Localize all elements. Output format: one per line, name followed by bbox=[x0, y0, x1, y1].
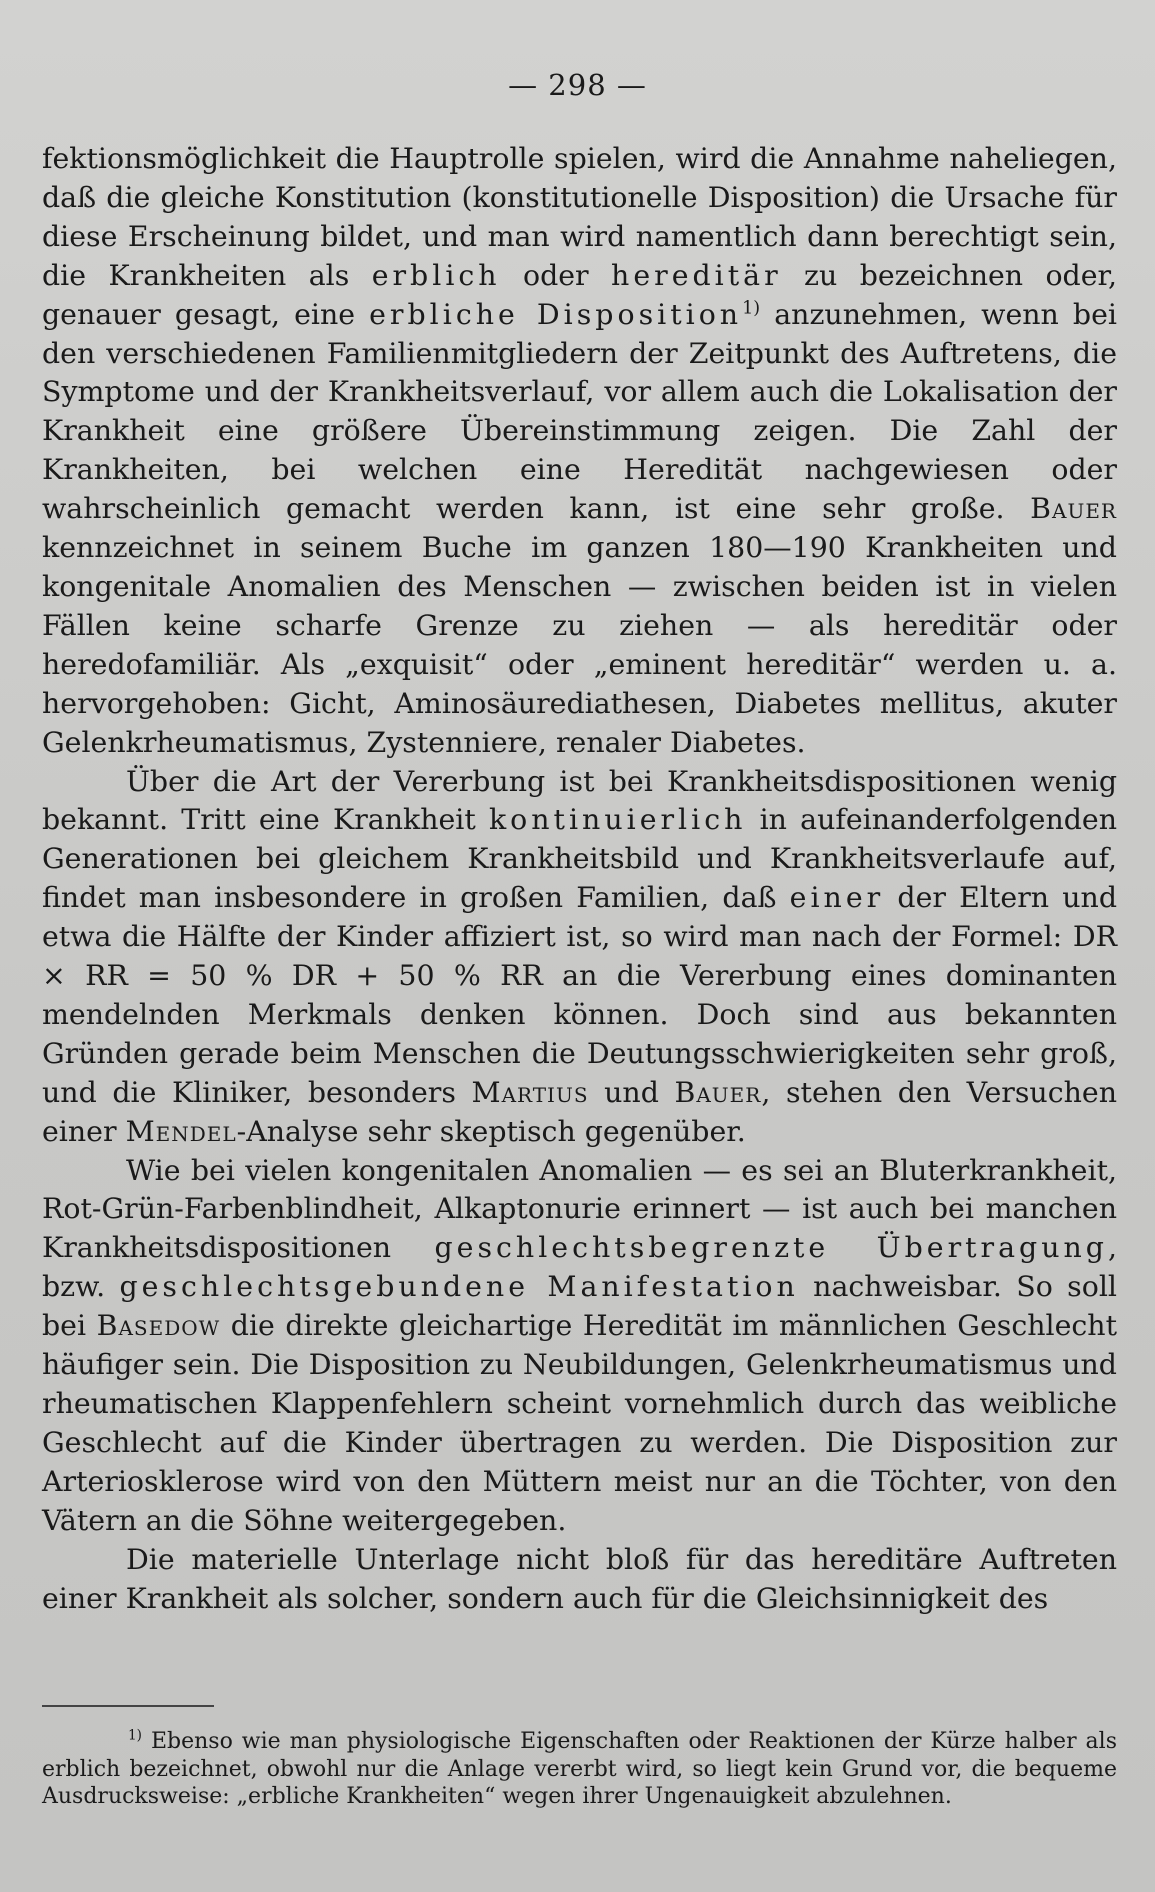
footnote bbox=[42, 1728, 1117, 1811]
text-run: , bzw. bbox=[42, 1231, 1118, 1304]
text-run: -Analyse sehr skeptisch gegenüber. bbox=[236, 1114, 746, 1148]
body-text bbox=[42, 140, 1117, 1618]
paragraph bbox=[42, 1152, 1117, 1541]
spaced-emphasis: hereditär bbox=[611, 258, 782, 292]
author-name: Bauer bbox=[674, 1075, 762, 1109]
text-run: Die materielle Unterlage nicht bloß für das hereditäre Auftreten einer Krankheit als solcher, sondern auch für die Gleichsinnigkeit des bbox=[42, 1542, 1117, 1615]
footnote-paragraph bbox=[42, 1728, 1117, 1811]
spaced-emphasis: einer bbox=[789, 881, 885, 915]
author-name: Bauer bbox=[1030, 492, 1117, 526]
text-run: der Eltern und etwa die Hälfte der Kinder affiziert ist, so wird man nach der Formel: DR × RR = 50 % DR + 50 % RR an die Vererbung eines dominanten mendelnden Merkmals denken können. Doch sind aus bekannten Gründen gerade beim Menschen die Deutungsschwierigkeiten sehr groß, und die Kliniker, besonders bbox=[42, 881, 1117, 1109]
author-name: Basedow bbox=[96, 1309, 221, 1343]
author-name: Mendel bbox=[125, 1114, 237, 1148]
footnote-divider bbox=[42, 1705, 214, 1707]
text-run: nachweisbar. So soll bei bbox=[42, 1270, 1117, 1343]
text-run: zu bezeichnen oder, genauer gesagt, eine bbox=[42, 258, 1118, 331]
text-run: und bbox=[588, 1075, 675, 1109]
text-run: fektionsmöglichkeit die Hauptrolle spielen, wird die Annahme naheliegen, daß die gleiche Konstitution (konstitutionelle Disposition) die Ursache für diese Erscheinung bildet, und man wird namentlich dann berechtigt sein, die Krankheiten als bbox=[42, 142, 1117, 292]
spaced-emphasis: erblich bbox=[371, 258, 501, 292]
text-run: , stehen den Versuchen einer bbox=[42, 1075, 1117, 1148]
text-run: kennzeichnet in seinem Buche im ganzen 180—190 Krankheiten und kongenitale Anomalien des Menschen — zwischen beiden ist in vielen Fällen keine scharfe Grenze zu ziehen — als hereditär oder heredofamiliär. Als „exquisit“ oder „eminent hereditär“ werden u. a. hervorgehoben: Gicht, Aminosäurediathesen, Diabetes mellitus, akuter Gelenkrheumatismus, Zystenniere, renaler Diabetes. bbox=[42, 531, 1117, 759]
text-run: Über die Art der Vererbung ist bei Krankheitsdispositionen wenig bekannt. Tritt eine Krankheit bbox=[42, 764, 1117, 837]
footnote-marker: 1) bbox=[128, 1727, 142, 1744]
spaced-emphasis: erbliche Disposition bbox=[369, 297, 743, 331]
paragraph bbox=[42, 1541, 1117, 1619]
text-run: oder bbox=[500, 258, 612, 292]
text-run: anzunehmen, wenn bei den verschiedenen Familienmitgliedern der Zeitpunkt des Auftretens, die Symptome und der Krankheitsverlauf, vor allem auch die Lokalisation der Krankheit eine größere Übereinstimmung zeigen. Die Zahl der Krankheiten, bei welchen eine Heredität nachgewiesen oder wahrscheinlich gemacht werden kann, ist eine sehr große. bbox=[42, 297, 1117, 526]
spaced-emphasis: kontinuierlich bbox=[488, 803, 747, 837]
paragraph bbox=[42, 763, 1117, 1152]
text-run: die direkte gleichartige Heredität im männlichen Geschlecht häufiger sein. Die Disposition zu Neubildungen, Gelenkrheumatismus und rheumatischen Klappenfehlern scheint vornehmlich durch das weibliche Geschlecht auf die Kinder übertragen zu werden. Die Disposition zur Arteriosklerose wird von den Müttern meist nur an die Töchter, von den Vätern an die Söhne weitergegeben. bbox=[42, 1309, 1117, 1537]
footnote-ref: 1) bbox=[742, 298, 761, 319]
spaced-emphasis: geschlechtsgebundene Manifestation bbox=[119, 1270, 799, 1304]
spaced-emphasis: geschlechtsbegrenzte Übertragung bbox=[434, 1231, 1108, 1265]
footnote-text: Ebenso wie man physiologische Eigenschaften oder Reaktionen der Kürze halber als erblich bezeichnet, obwohl nur die Anlage vererbt wird, so liegt kein Grund vor, die bequeme Ausdrucksweise: „erbliche Krankheiten“ wegen ihrer Ungenauigkeit abzulehnen. bbox=[42, 1729, 1117, 1809]
author-name: Martius bbox=[471, 1075, 589, 1109]
paragraph bbox=[42, 140, 1117, 763]
text-run: Wie bei vielen kongenitalen Anomalien — es sei an Bluterkrankheit, Rot-Grün-Farbenblindheit, Alkaptonurie erinnert — ist auch bei manchen Krankheitsdispositionen bbox=[42, 1153, 1117, 1265]
text-run: in aufeinanderfolgenden Generationen bei gleichem Krankheitsbild und Krankheitsverlaufe auf, findet man insbesondere in großen Familien, daß bbox=[42, 803, 1117, 915]
page-number: — 298 — bbox=[508, 68, 647, 102]
